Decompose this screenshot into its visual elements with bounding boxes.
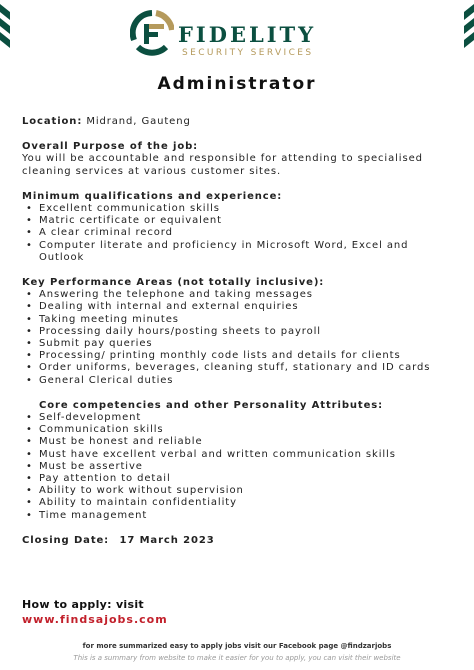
bullet-icon: • [26, 485, 33, 497]
bullet-icon: • [26, 313, 33, 325]
list-item: • Submit pay queries [26, 338, 153, 350]
bullet-icon: • [26, 497, 33, 509]
purpose-text-line: You will be accountable and responsible for attending to specialised [22, 153, 423, 165]
bullet-icon: • [26, 424, 33, 436]
bullet-icon: • [26, 473, 33, 485]
list-item: • Dealing with internal and external enquiries [26, 301, 299, 313]
bullet-icon: • [26, 436, 33, 448]
list-item: • Pay attention to detail [26, 473, 171, 485]
kpa-heading: Key Performance Areas (not totally inclusive): [22, 277, 325, 289]
purpose-text-line: cleaning services at various customer sites. [22, 165, 282, 177]
closing-date-value: 17 March 2023 [119, 534, 215, 546]
list-item: • Computer literate and proficiency in Microsoft Word, Excel and Outlook [26, 239, 409, 263]
closing-date-line [22, 535, 462, 547]
bullet-icon: • [26, 460, 33, 472]
closing-date-label: Closing Date: [22, 534, 110, 546]
page-title: Administrator [157, 74, 317, 94]
purpose-heading: Overall Purpose of the job: [22, 141, 199, 153]
qualifications-list [22, 203, 462, 264]
list-item: • Time management [26, 509, 148, 521]
list-item: • Processing/ printing monthly code lists and details for clients [26, 350, 401, 362]
logo-subtitle: SECURITY SERVICES [182, 48, 314, 58]
bullet-icon: • [26, 374, 33, 386]
bullet-icon: • [26, 215, 33, 227]
how-to-apply [22, 598, 168, 626]
bullet-icon: • [26, 203, 33, 215]
list-item: • Matric certificate or equivalent [26, 215, 222, 227]
location-line [22, 116, 462, 128]
location-value: Midrand, Gauteng [86, 116, 191, 127]
job-details [22, 116, 462, 547]
list-item: • A clear criminal record [26, 227, 173, 239]
competencies-list [22, 412, 462, 522]
bullet-icon: • [26, 448, 33, 460]
bullet-icon: • [26, 362, 33, 374]
bullet-icon: • [26, 350, 33, 362]
list-item: • Communication skills [26, 424, 164, 436]
bullet-icon: • [26, 325, 33, 337]
bullet-icon: • [26, 239, 33, 251]
kpa-list [22, 289, 462, 387]
list-item: • Must have excellent verbal and written communication skills [26, 448, 396, 460]
list-item: • Must be assertive [26, 460, 143, 472]
list-item: • General Clerical duties [26, 374, 174, 386]
logo-name: FIDELITY [178, 22, 317, 47]
bullet-icon: • [26, 412, 33, 424]
bullet-icon: • [26, 509, 33, 521]
corner-decoration-right-icon [456, 0, 474, 48]
apply-link[interactable]: www.findsajobs.com [22, 613, 168, 626]
qualifications-heading: Minimum qualifications and experience: [22, 190, 283, 202]
list-item: • Answering the telephone and taking messages [26, 289, 313, 301]
competencies-heading: Core competencies and other Personality Attributes: [39, 399, 384, 411]
fidelity-emblem-icon [130, 10, 174, 56]
bullet-icon: • [26, 289, 33, 301]
footer-disclaimer: This is a summary from website to make it easier for you to apply, you can visit their website [73, 654, 401, 662]
footer-facebook-note: for more summarized easy to apply jobs visit our Facebook page @findzarjobs [82, 642, 392, 650]
list-item: • Ability to work without supervision [26, 485, 244, 497]
bullet-icon: • [26, 338, 33, 350]
list-item: • Excellent communication skills [26, 203, 220, 215]
location-label: Location: [22, 116, 83, 127]
list-item: • Ability to maintain confidentiality [26, 497, 237, 509]
list-item: • Must be honest and reliable [26, 436, 203, 448]
list-item: • Taking meeting minutes [26, 313, 179, 325]
bullet-icon: • [26, 227, 33, 239]
company-logo [130, 10, 350, 60]
bullet-icon: • [26, 301, 33, 313]
list-item: • Processing daily hours/posting sheets to payroll [26, 325, 321, 337]
list-item: • Order uniforms, beverages, cleaning stuff, stationary and ID cards [26, 362, 431, 374]
apply-heading: How to apply: visit [22, 598, 144, 611]
list-item: • Self-development [26, 412, 142, 424]
corner-decoration-left-icon [0, 0, 18, 48]
